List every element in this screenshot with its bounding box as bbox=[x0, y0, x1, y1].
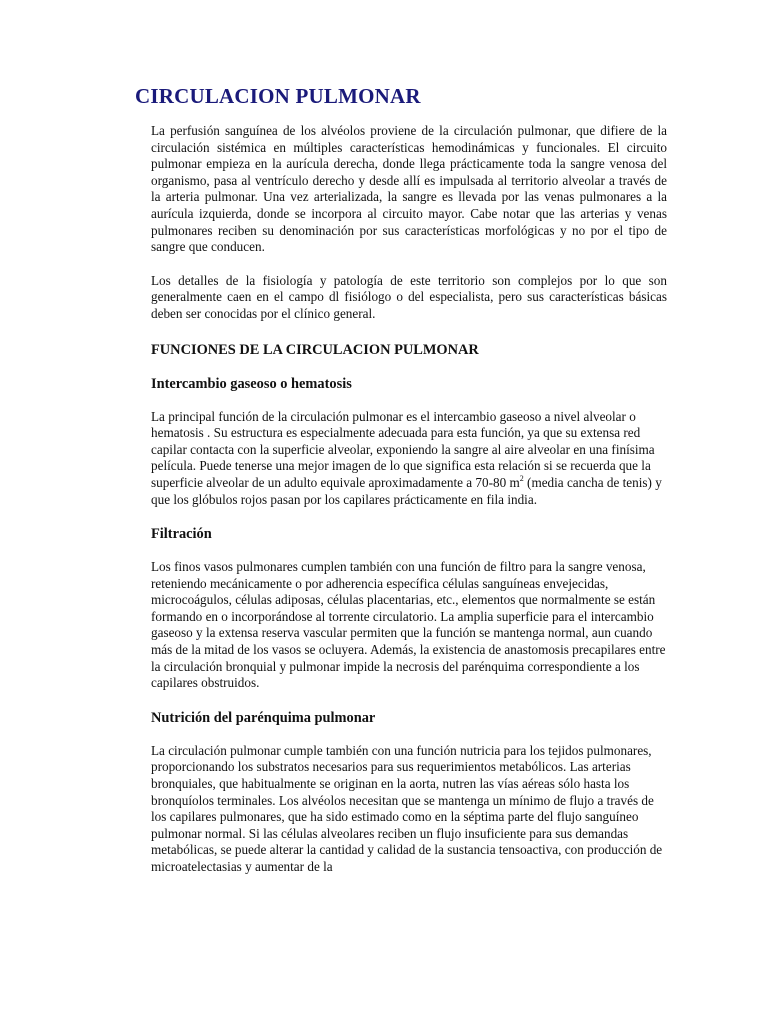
subheading-nutricion-parenquima: Nutrición del parénquima pulmonar bbox=[151, 709, 376, 726]
intercambio-text-part-1: La principal función de la circulación pulmonar es el intercambio gaseoso a nivel alveolar o hematosis . Su estructura es especialmente adecuada para esta función, ya que su extensa red capilar contacta con la superficie alveolar, exponiendo la sangre al aire alveolar en una finísima película. Puede tenerse una mejor imagen de lo que significa esta relación si se recuerda que la superficie alveolar de un adulto equivale aproximadamente a 70-80 m bbox=[151, 408, 655, 490]
page-title: CIRCULACION PULMONAR bbox=[135, 84, 421, 108]
subheading-intercambio-gaseoso: Intercambio gaseoso o hematosis bbox=[151, 375, 352, 392]
intro-paragraph-2: Los detalles de la fisiología y patología de este territorio son complejos por lo que son generalmente caen en el campo dl fisiólogo o del especialista, pero sus características básicas deben ser conocidas por el clínico general. bbox=[151, 272, 667, 321]
document-body bbox=[151, 123, 667, 876]
superscript-exponent: 2 bbox=[519, 473, 524, 483]
intro-paragraph-1: La perfusión sanguínea de los alvéolos proviene de la circulación pulmonar, que difiere de la circulación sistémica en múltiples características hemodinámicas y funcionales. El circuito pulmonar empieza en la aurícula derecha, donde llega prácticamente toda la sangre venosa del organismo, pasa al ventrículo derecho y desde allí es impulsada al territorio alveolar a través de la arteria pulmonar. Una vez arterializada, la sangre es llevada por las venas pulmonares a la aurícula izquierda, donde se incorpora al circuito mayor. Cabe notar que las arterias y venas pulmonares reciben su denominación por sus características morfológicas y no por el tipo de sangre que conducen. bbox=[151, 123, 667, 255]
filtracion-paragraph: Los finos vasos pulmonares cumplen también con una función de filtro para la sangre venosa, reteniendo mecánicamente o por adherencia específica células sanguíneas envejecidas, microcoágulos, células adiposas, células placentarias, etc., elementos que normalmente se están formando en o incorporándose al torrente circulatorio. La amplia superficie para el intercambio gaseoso y la extensa reserva vascular permiten que la función se mantenga normal, aun cuando más de la mitad de los vasos se ocluyera. Además, la existencia de anastomosis precapilares entre la circulación bronquial y pulmonar impide la necrosis del parénquima correspondiente a los capilares obstruidos. bbox=[151, 559, 666, 691]
intercambio-text-part-2: (media cancha de tenis) y que los glóbulos rojos pasan por los capilares prácticamente en fila india. bbox=[151, 474, 662, 507]
subheading-filtracion: Filtración bbox=[151, 526, 212, 543]
intercambio-gaseoso-paragraph bbox=[151, 409, 667, 509]
nutricion-paragraph: La circulación pulmonar cumple también con una función nutricia para los tejidos pulmonares, proporcionando los substratos necesarios para sus requerimientos metabólicos. Las arterias bronquiales, que habitualmente se originan en la aorta, nutren las vías aéreas sólo hasta los bronquíolos terminales. Los alvéolos necesitan que se mantenga un mínimo de flujo a través de los capilares pulmonares, que ha sido estimado como en la séptima parte del flujo sanguíneo pulmonar normal. Si las células alveolares reciben un flujo insuficiente para sus demandas metabólicas, se puede alterar la cantidad y calidad de la sustancia tensoactiva, con producción de microatelectasias y aumentar de la bbox=[151, 742, 663, 874]
section-heading-funciones: FUNCIONES DE LA CIRCULACION PULMONAR bbox=[151, 341, 479, 358]
